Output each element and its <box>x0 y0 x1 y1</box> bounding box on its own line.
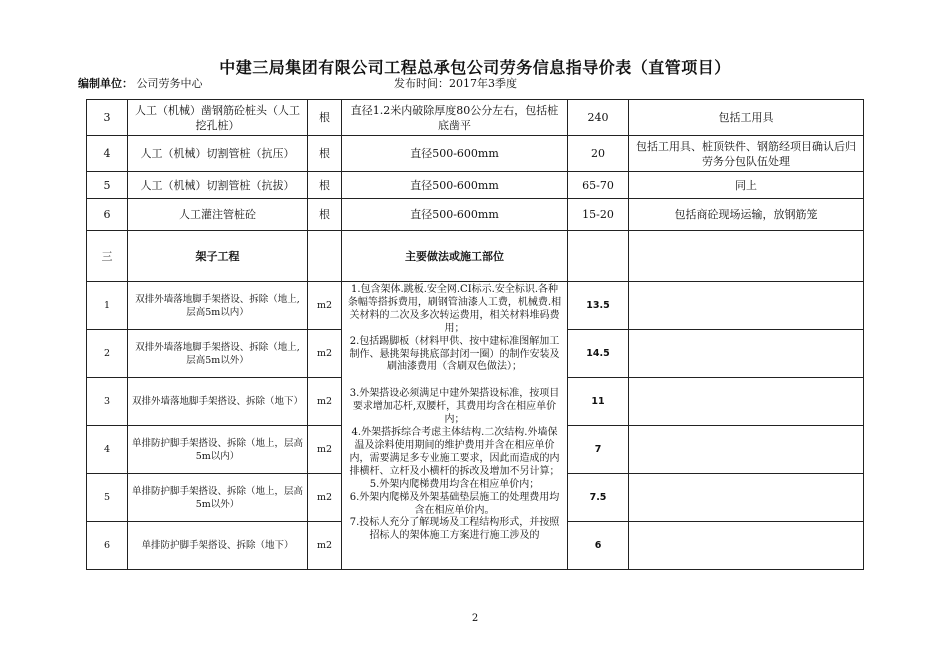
item-name: 单排防护脚手架搭设、拆除（地上，层高5m以外） <box>128 474 308 522</box>
row-number: 3 <box>87 378 128 426</box>
note <box>629 474 864 522</box>
table-row <box>87 199 864 231</box>
note <box>629 282 864 330</box>
unit: m2 <box>308 426 342 474</box>
table-row <box>87 282 864 330</box>
empty-cell <box>629 231 864 282</box>
compiler-label: 编制单位： <box>78 77 133 90</box>
section-number: 三 <box>87 231 128 282</box>
row-number: 4 <box>87 426 128 474</box>
note-line: 1.包含架体.跳板.安全网.CI标示.安全标识.各种条幅等搭拆费用，刷钢管油漆人工费，机械费.相关材料的二次及多次转运费用，相关材料堆码费用； <box>347 284 562 334</box>
price: 13.5 <box>568 282 629 330</box>
method: 直径1.2米内破除厚度80公分左右，包括桩底凿平 <box>342 100 568 136</box>
item-name: 人工（机械）凿钢筋砼桩头（人工挖孔桩） <box>128 100 308 136</box>
note-line: 7.投标人充分了解现场及工程结构形式，并按照招标人的架体施工方案进行施工涉及的 <box>349 517 560 542</box>
compiler-value: 公司劳务中心 <box>136 77 203 90</box>
note <box>629 378 864 426</box>
table-row <box>87 100 864 136</box>
price: 240 <box>568 100 629 136</box>
method: 直径500-600mm <box>342 136 568 172</box>
note <box>629 426 864 474</box>
price: 14.5 <box>568 330 629 378</box>
method: 直径500-600mm <box>342 172 568 199</box>
item-name: 单排防护脚手架搭设、拆除（地下） <box>128 522 308 570</box>
item-name: 人工（机械）切割管桩（抗拔） <box>128 172 308 199</box>
note-line: 3.外架搭设必须满足中建外架搭设标准，按项目要求增加芯杆,双腰杆，其费用均含在相应单价内； <box>349 388 560 426</box>
note <box>629 330 864 378</box>
item-name: 双排外墙落地脚手架搭设、拆除（地下） <box>128 378 308 426</box>
row-number: 4 <box>87 136 128 172</box>
note: 同上 <box>629 172 864 199</box>
note <box>629 522 864 570</box>
unit: m2 <box>308 378 342 426</box>
row-number: 5 <box>87 474 128 522</box>
price-table <box>86 99 864 570</box>
document-title: 中建三局集团有限公司工程总承包公司劳务信息指导价表（直管项目） <box>219 58 731 77</box>
item-name: 单排防护脚手架搭设、拆除（地上，层高5m以内） <box>128 426 308 474</box>
unit: 根 <box>308 172 342 199</box>
section-title: 架子工程 <box>128 231 308 282</box>
section-header-row <box>87 231 864 282</box>
empty-cell <box>568 231 629 282</box>
item-name: 双排外墙落地脚手架搭设、拆除（地上,层高5m以外） <box>128 330 308 378</box>
unit: 根 <box>308 136 342 172</box>
note: 包括商砼现场运输，放钢筋笼 <box>629 199 864 231</box>
scaffold-notes <box>342 282 568 570</box>
price: 15-20 <box>568 199 629 231</box>
unit: m2 <box>308 330 342 378</box>
row-number: 1 <box>87 282 128 330</box>
row-number: 3 <box>87 100 128 136</box>
note-line: 4.外架搭拆综合考虑主体结构.二次结构.外墙保温及涂料使用期间的维护费用并含在相应单价内，需要满足多专业施工要求，因此而造成的内排横杆、立杆及小横杆的拆改及增加不另计算； <box>349 427 560 477</box>
unit: m2 <box>308 282 342 330</box>
price: 20 <box>568 136 629 172</box>
note-line: 6.外架内爬梯及外架基础垫层施工的处理费用均含在相应单价内。 <box>349 491 560 516</box>
unit: 根 <box>308 199 342 231</box>
compiler-info <box>78 75 203 91</box>
method: 直径500-600mm <box>342 199 568 231</box>
table-row <box>87 172 864 199</box>
empty-cell <box>308 231 342 282</box>
row-number: 6 <box>87 199 128 231</box>
item-name: 双排外墙落地脚手架搭设、拆除（地上,层高5m以内） <box>128 282 308 330</box>
unit: m2 <box>308 474 342 522</box>
publish-time: 发布时间：2017年3季度 <box>394 77 517 90</box>
row-number: 5 <box>87 172 128 199</box>
section-method-header: 主要做法或施工部位 <box>342 231 568 282</box>
note: 包括工用具 <box>629 100 864 136</box>
note-line: 2.包括踢脚板（材料甲供、按中建标准图解加工制作、悬挑架每挑底部封闭一圈）的制作安装及刷油漆费用（含刷双色做法）； <box>349 335 560 373</box>
row-number: 2 <box>87 330 128 378</box>
note: 包括工用具、桩顶铁件、钢筋经项目确认后归劳务分包队伍处理 <box>629 136 864 172</box>
unit: 根 <box>308 100 342 136</box>
price: 11 <box>568 378 629 426</box>
table-row <box>87 136 864 172</box>
item-name: 人工灌注管桩砼 <box>128 199 308 231</box>
item-name: 人工（机械）切割管桩（抗压） <box>128 136 308 172</box>
unit: m2 <box>308 522 342 570</box>
row-number: 6 <box>87 522 128 570</box>
price: 65-70 <box>568 172 629 199</box>
price: 7 <box>568 426 629 474</box>
price: 6 <box>568 522 629 570</box>
price: 7.5 <box>568 474 629 522</box>
note-line: 5.外架内爬梯费用均含在相应单价内； <box>369 478 540 490</box>
page-number: 2 <box>471 613 479 624</box>
